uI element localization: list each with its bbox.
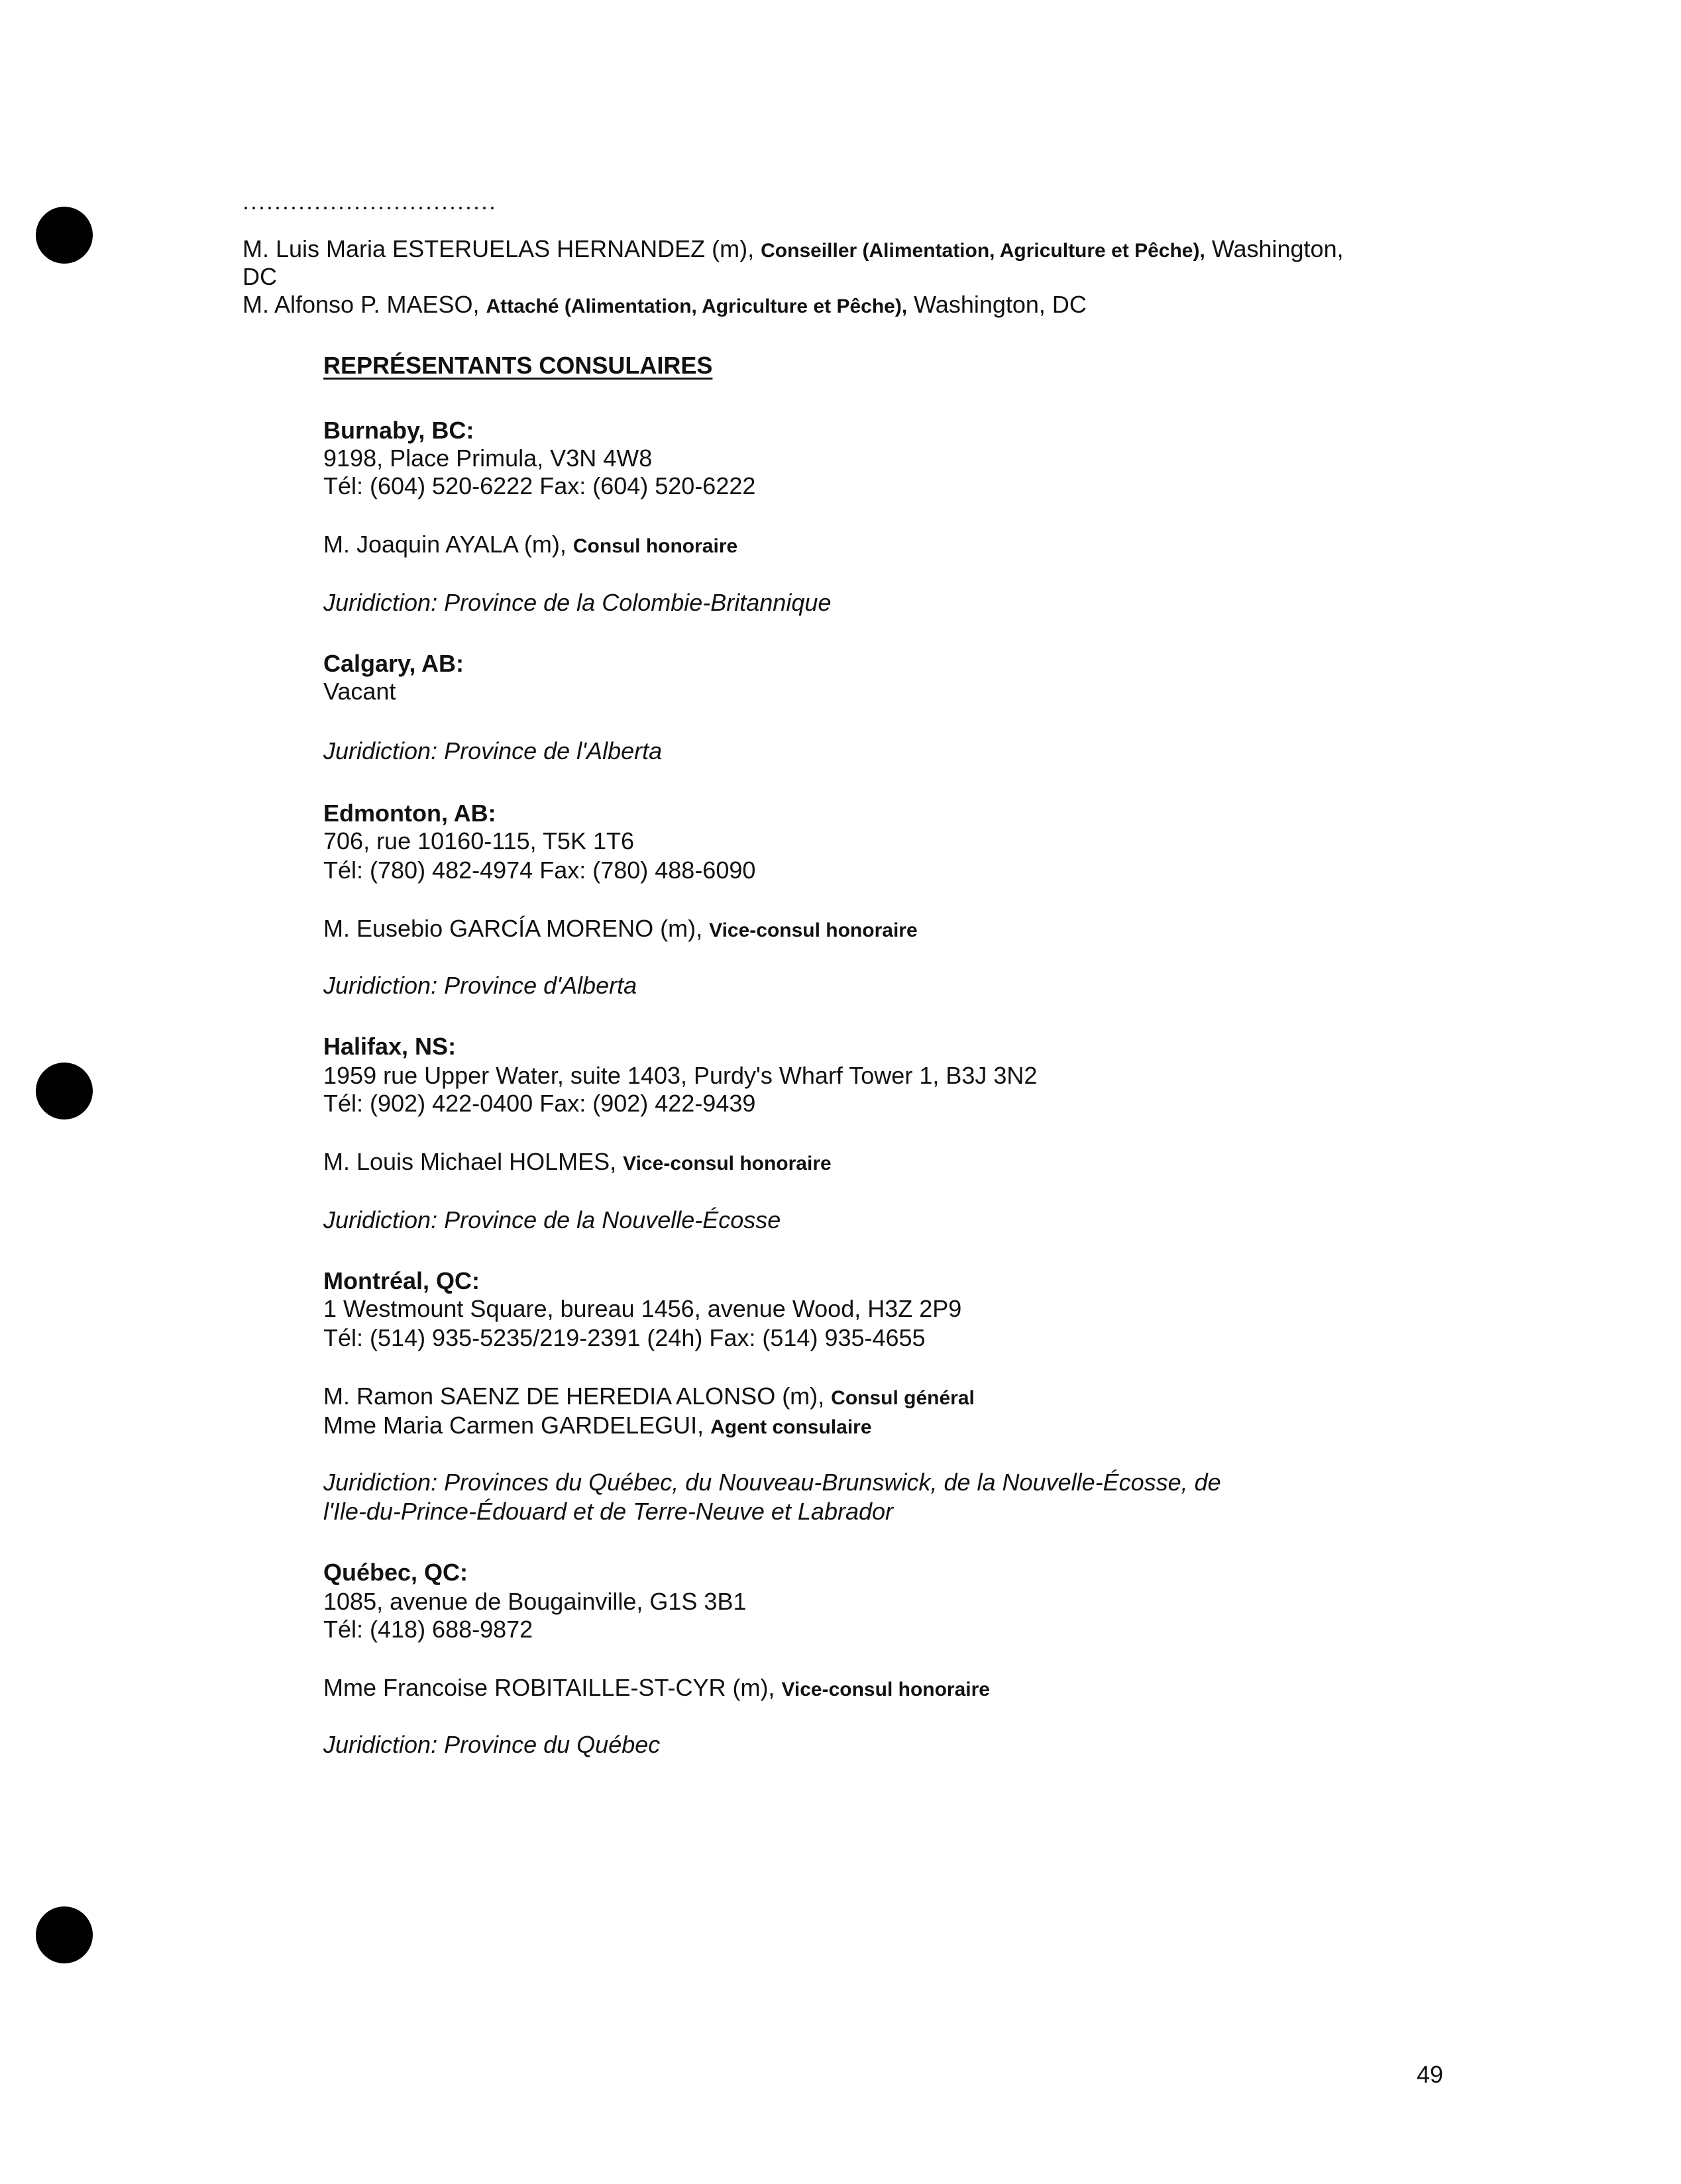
person-title: Consul général xyxy=(831,1387,975,1409)
person-title: Agent consulaire xyxy=(710,1416,872,1438)
dotted-separator: ................................ xyxy=(243,187,498,215)
person-title: Consul honoraire xyxy=(572,535,738,557)
office-jurisdiction: Juridiction: Province du Québec xyxy=(323,1731,661,1758)
staff-name: M. Luis Maria ESTERUELAS HERNANDEZ (m), xyxy=(243,235,761,262)
person-name: M. Joaquin AYALA (m), xyxy=(323,531,573,558)
office-person xyxy=(323,1412,872,1441)
staff-location: Washington, xyxy=(1205,235,1344,262)
person-name: Mme Francoise ROBITAILLE-ST-CYR (m), xyxy=(323,1674,782,1701)
office-address: 1 Westmount Square, bureau 1456, avenue Wood, H3Z 2P9 xyxy=(323,1295,962,1322)
office-address: 9198, Place Primula, V3N 4W8 xyxy=(323,444,653,472)
office-jurisdiction: Juridiction: Province de la Nouvelle-Écosse xyxy=(323,1206,781,1233)
person-title: Vice-consul honoraire xyxy=(623,1153,832,1174)
person-name: M. Louis Michael HOLMES, xyxy=(323,1148,624,1175)
person-name: Mme Maria Carmen GARDELEGUI, xyxy=(323,1412,711,1439)
office-jurisdiction: Juridiction: Province de la Colombie-Britannique xyxy=(323,589,832,616)
page-number: 49 xyxy=(1417,2061,1444,2088)
office-person xyxy=(323,1383,975,1412)
punch-hole-middle xyxy=(36,1063,93,1119)
punch-hole-bottom xyxy=(36,1906,93,1963)
staff-name: M. Alfonso P. MAESO, xyxy=(243,291,486,318)
office-jurisdiction: Juridiction: Province d'Alberta xyxy=(323,972,637,999)
office-phone: Tél: (780) 482-4974 Fax: (780) 488-6090 xyxy=(323,857,756,884)
staff-title: Attaché (Alimentation, Agriculture et Pêche), xyxy=(486,295,908,317)
section-title: REPRÉSENTANTS CONSULAIRES xyxy=(323,352,713,379)
office-jurisdiction: Juridiction: Provinces du Québec, du Nouveau-Brunswick, de la Nouvelle-Écosse, de xyxy=(323,1469,1221,1496)
office-city: Montréal, QC: xyxy=(323,1267,480,1294)
office-phone: Tél: (902) 422-0400 Fax: (902) 422-9439 xyxy=(323,1090,756,1117)
person-title: Vice-consul honoraire xyxy=(781,1679,990,1700)
office-person xyxy=(323,531,737,560)
person-name: M. Ramon SAENZ DE HEREDIA ALONSO (m), xyxy=(323,1382,832,1410)
person-name: M. Eusebio GARCÍA MORENO (m), xyxy=(323,915,710,942)
office-address: Vacant xyxy=(323,678,396,705)
staff-location: Washington, DC xyxy=(907,291,1087,318)
office-phone: Tél: (514) 935-5235/219-2391 (24h) Fax: (514) 935-4655 xyxy=(323,1324,926,1351)
punch-hole-top xyxy=(36,207,93,264)
office-person xyxy=(323,1149,832,1177)
person-title: Vice-consul honoraire xyxy=(709,919,918,941)
office-person xyxy=(323,1675,990,1703)
office-city: Halifax, NS: xyxy=(323,1033,457,1060)
office-city: Québec, QC: xyxy=(323,1559,468,1586)
office-city: Edmonton, AB: xyxy=(323,800,496,827)
staff-title: Conseiller (Alimentation, Agriculture et Pêche), xyxy=(761,240,1205,262)
office-person xyxy=(323,915,918,944)
staff-line xyxy=(243,236,1344,264)
office-city: Calgary, AB: xyxy=(323,650,464,677)
office-jurisdiction: l'Ile-du-Prince-Édouard et de Terre-Neuve et Labrador xyxy=(323,1498,894,1525)
staff-line xyxy=(243,264,277,290)
office-address: 1085, avenue de Bougainville, G1S 3B1 xyxy=(323,1588,747,1615)
office-phone: Tél: (604) 520-6222 Fax: (604) 520-6222 xyxy=(323,472,756,499)
office-phone: Tél: (418) 688-9872 xyxy=(323,1616,533,1643)
office-city: Burnaby, BC: xyxy=(323,417,474,444)
office-address: 706, rue 10160-115, T5K 1T6 xyxy=(323,827,635,855)
staff-location: DC xyxy=(243,263,277,290)
office-jurisdiction: Juridiction: Province de l'Alberta xyxy=(323,737,663,764)
office-address: 1959 rue Upper Water, suite 1403, Purdy's Wharf Tower 1, B3J 3N2 xyxy=(323,1062,1038,1089)
staff-line xyxy=(243,291,1087,320)
